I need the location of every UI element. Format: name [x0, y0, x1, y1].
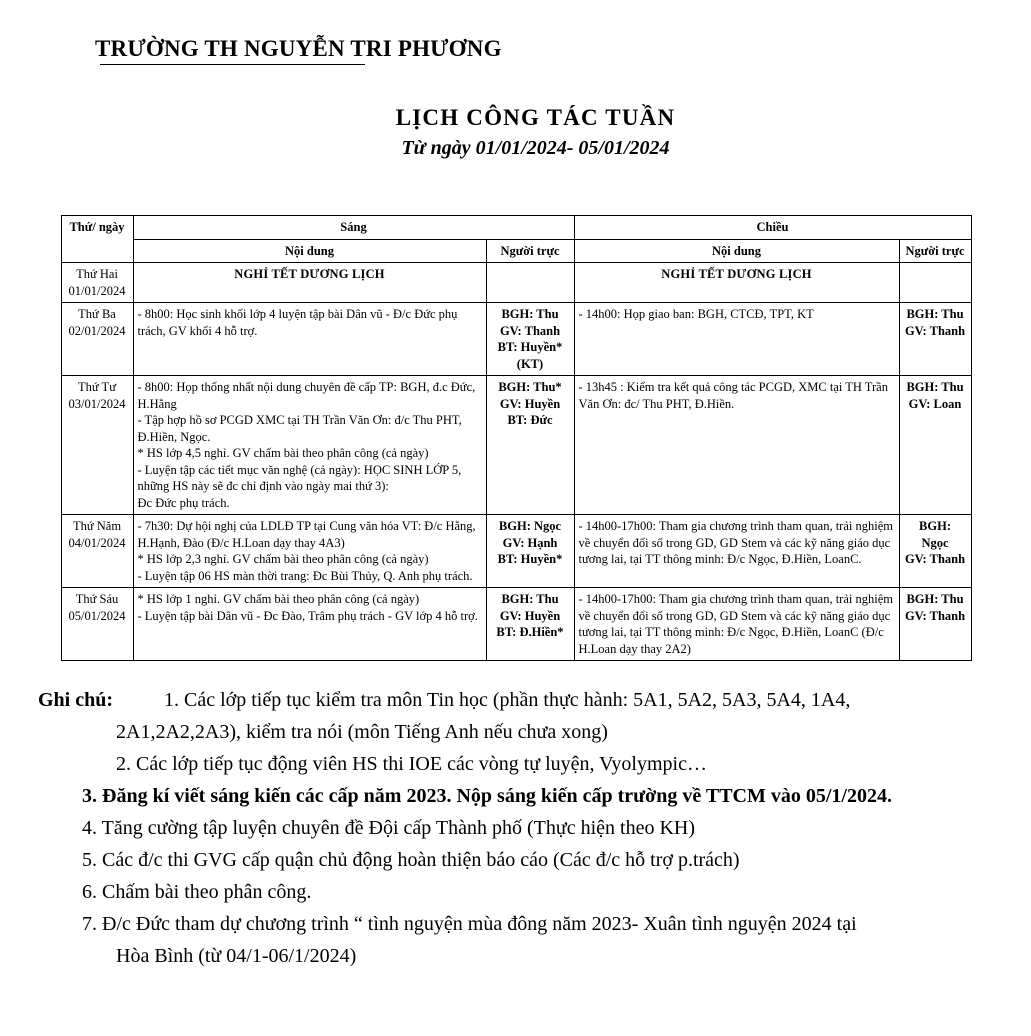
- day-cell: [61, 588, 133, 661]
- afternoon-director: [899, 303, 971, 376]
- th-afternoon-director: Người trực: [899, 239, 971, 263]
- school-name: TRƯỜNG TH NGUYỄN TRI PHƯƠNG: [95, 36, 502, 61]
- morning-content: [133, 515, 486, 588]
- schedule-table-wrapper: [61, 215, 971, 661]
- morning-content: [133, 376, 486, 515]
- morning-content: [133, 588, 486, 661]
- morning-director: [486, 263, 574, 303]
- th-morning-content: Nội dung: [133, 239, 486, 263]
- date-range-subtitle: Từ ngày 01/01/2024- 05/01/2024: [401, 137, 670, 159]
- note-item-continuation: [38, 941, 993, 971]
- director-line: BT: Đ.Hiền*: [496, 625, 564, 639]
- table-header-row-2: [61, 239, 971, 263]
- day-name: Thứ Năm: [72, 519, 122, 533]
- day-cell: [61, 515, 133, 588]
- director-line: GV: Loan: [908, 396, 962, 411]
- note-text: Tăng cường tập luyện chuyên đề Đội cấp Thành phố (Thực hiện theo KH): [101, 817, 696, 839]
- director-line: GV: Huyền: [499, 396, 561, 411]
- afternoon-director: [899, 515, 971, 588]
- content-line: - 14h00-17h00: Tham gia chương trình tham quan, trải nghiệm về chuyển đổi số trong GD, GD Stem và các kỹ năng giáo dục tương lai, tại TT thông minh: Đ/c Ngọc, Đ.Hiền, LoanC (Đ/c H.Loan dạy thay 2A2): [578, 592, 893, 656]
- note-number: 1.: [164, 689, 179, 711]
- director-line: BGH: Thu: [906, 380, 964, 394]
- note-text: Hòa Bình (từ 04/1-06/1/2024): [116, 945, 357, 967]
- afternoon-director: [899, 588, 971, 661]
- th-morning-director: Người trực: [486, 239, 574, 263]
- director-line: BGH: Thu: [906, 307, 964, 321]
- content-line: * HS lớp 2,3 nghỉ. GV chấm bài theo phân công (cả ngày): [137, 552, 429, 566]
- note-number: 7.: [82, 913, 97, 935]
- content-line: - Tập hợp hồ sơ PCGD XMC tại TH Trần Văn Ơn: đ/c Thu PHT, Đ.Hiền, Ngọc.: [137, 413, 462, 444]
- director-line: BT: Huyền*: [497, 340, 563, 354]
- weekly-schedule-table: [61, 215, 972, 661]
- note-item: [38, 909, 993, 939]
- afternoon-content: [574, 303, 899, 376]
- day-cell: [61, 263, 133, 303]
- th-day: [61, 216, 133, 263]
- th-afternoon: Chiều: [574, 216, 971, 240]
- note-item: [38, 877, 993, 907]
- content-line: - 7h30: Dự hội nghị của LDLĐ TP tại Cung văn hóa VT: Đ/c Hằng, H.Hạnh, Đào (Đ/c H.Loan dạy thay 4A3): [137, 519, 476, 550]
- day-name: Thứ Hai: [76, 267, 118, 281]
- director-line: BGH: Ngọc: [498, 519, 562, 533]
- content-line: - 13h45 : Kiểm tra kết quả công tác PCGD, XMC tại TH Trần Văn Ơn: đc/ Thu PHT, Đ.Hiền.: [578, 380, 888, 411]
- day-date: 04/01/2024: [68, 535, 126, 550]
- afternoon-director: [899, 376, 971, 515]
- day-cell: [61, 376, 133, 515]
- morning-director: [486, 376, 574, 515]
- morning-content: NGHỈ TẾT DƯƠNG LỊCH: [133, 263, 486, 303]
- director-line: GV: Thanh: [499, 323, 561, 338]
- day-name: Thứ Ba: [78, 307, 116, 321]
- director-line: BGH: Thu: [501, 592, 559, 606]
- day-date: 01/01/2024: [68, 283, 126, 298]
- content-line: - 14h00: Họp giao ban: BGH, CTCĐ, TPT, KT: [578, 307, 814, 321]
- director-line: Ngọc: [921, 535, 949, 550]
- content-line: - 14h00-17h00: Tham gia chương trình tham quan, trải nghiệm về chuyển đổi số trong GD, GD Stem và các kỹ năng giáo dục tương lai, tại TT thông minh: Đ/c Ngọc, Đ.Hiền, LoanC.: [578, 519, 893, 566]
- note-number: 2.: [116, 753, 131, 775]
- th-day-line1: Thứ/ ngày: [69, 220, 125, 234]
- director-line: BGH: Thu*: [498, 380, 562, 394]
- note-item: [38, 685, 993, 715]
- notes-label: Ghi chú:: [38, 689, 114, 711]
- table-row: [61, 515, 971, 588]
- content-line: - Luyện tập các tiết mục văn nghệ (cả ngày): HỌC SINH LỚP 5, những HS này sẽ đc chỉ định vào ngày mai thứ 3):: [137, 462, 462, 493]
- day-name: Thứ Sáu: [75, 592, 119, 606]
- day-cell: [61, 303, 133, 376]
- note-number: 6.: [82, 881, 97, 903]
- afternoon-content: [574, 376, 899, 515]
- director-line: BGH: Thu: [906, 592, 964, 606]
- director-line: GV: Thanh: [904, 323, 966, 338]
- note-text: Đ/c Đức tham dự chương trình “ tình nguyện mùa đông năm 2023- Xuân tình nguyện 2024 tại: [102, 913, 857, 935]
- director-line: GV: Huyền: [499, 608, 561, 623]
- director-line: GV: Thanh: [904, 552, 966, 566]
- content-line: - 8h00: Họp thống nhất nội dung chuyên đề cấp TP: BGH, đ.c Đức, H.Hằng: [137, 380, 476, 411]
- director-line: BGH:: [919, 519, 951, 533]
- table-row: [61, 376, 971, 515]
- table-row: [61, 588, 971, 661]
- th-morning: Sáng: [133, 216, 574, 240]
- note-item-continuation: [38, 717, 993, 747]
- note-number: 5.: [82, 849, 97, 871]
- note-item: [38, 813, 993, 843]
- table-header-row-1: [61, 216, 971, 240]
- director-line: (KT): [516, 356, 544, 371]
- content-line: Đc Đức phụ trách.: [137, 495, 230, 510]
- table-row: [61, 263, 971, 303]
- morning-content: [133, 303, 486, 376]
- director-line: BT: Đức: [507, 413, 553, 427]
- day-date: 03/01/2024: [68, 396, 126, 411]
- note-item: [38, 781, 993, 811]
- note-text: Chấm bài theo phân công.: [102, 881, 312, 903]
- afternoon-content: [574, 515, 899, 588]
- director-line: BGH: Thu: [501, 307, 559, 321]
- director-line: BT: Huyền*: [497, 552, 563, 566]
- document-page: [0, 36, 1031, 1003]
- content-line: - Luyện tập bài Dân vũ - Đc Đào, Trâm phụ trách - GV lớp 4 hỗ trợ.: [137, 608, 478, 623]
- day-name: Thứ Tư: [78, 380, 116, 394]
- morning-director: [486, 588, 574, 661]
- note-number: 3.: [82, 785, 97, 807]
- content-line: * HS lớp 1 nghỉ. GV chấm bài theo phân công (cả ngày): [137, 592, 420, 606]
- director-line: GV: Thanh: [904, 608, 966, 623]
- morning-director: [486, 515, 574, 588]
- note-item: [38, 749, 993, 779]
- day-date: 05/01/2024: [68, 608, 126, 623]
- director-line: GV: Hạnh: [502, 535, 558, 550]
- note-text: Các lớp tiếp tục động viên HS thi IOE các vòng tự luyện, Vyolympic…: [136, 753, 707, 775]
- content-line: - Luyện tập 06 HS màn thời trang: Đc Bùi Thủy, Q. Anh phụ trách.: [137, 568, 473, 583]
- content-line: * HS lớp 4,5 nghỉ. GV chấm bài theo phân công (cả ngày): [137, 446, 429, 460]
- afternoon-content: [574, 588, 899, 661]
- content-line: - 8h00: Học sinh khối lớp 4 luyện tập bài Dân vũ - Đ/c Đức phụ trách, GV khối 4 hỗ trợ.: [137, 307, 458, 338]
- note-number: 4.: [82, 817, 97, 839]
- th-afternoon-content: Nội dung: [574, 239, 899, 263]
- school-name-underline: [100, 64, 365, 65]
- note-text: 2A1,2A2,2A3), kiểm tra nói (môn Tiếng Anh nếu chưa xong): [116, 721, 608, 743]
- note-text: Các đ/c thi GVG cấp quận chủ động hoàn thiện báo cáo (Các đ/c hỗ trợ p.trách): [102, 849, 740, 871]
- note-item: [38, 845, 993, 875]
- page-title: LỊCH CÔNG TÁC TUẦN: [395, 105, 676, 130]
- afternoon-director: [899, 263, 971, 303]
- table-row: [61, 303, 971, 376]
- afternoon-content: NGHỈ TẾT DƯƠNG LỊCH: [574, 263, 899, 303]
- morning-director: [486, 303, 574, 376]
- note-text: Đăng kí viết sáng kiến các cấp năm 2023. Nộp sáng kiến cấp trường về TTCM vào 05/1/2024.: [102, 785, 892, 807]
- note-text: Các lớp tiếp tục kiểm tra môn Tin học (phần thực hành: 5A1, 5A2, 5A3, 5A4, 1A4,: [184, 689, 851, 711]
- notes-section: [0, 685, 1031, 1003]
- day-date: 02/01/2024: [68, 323, 126, 338]
